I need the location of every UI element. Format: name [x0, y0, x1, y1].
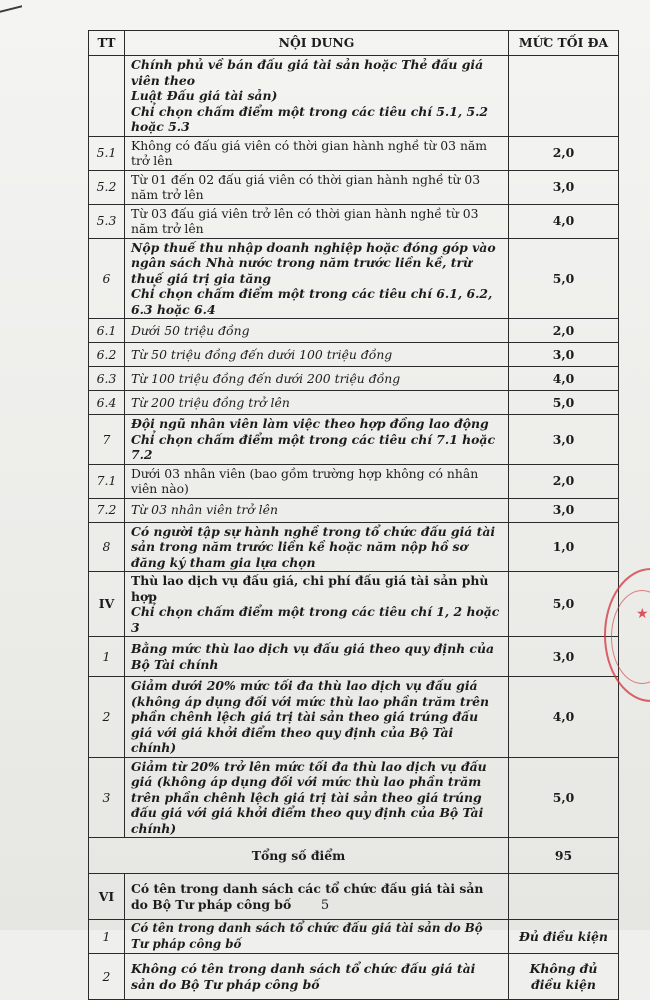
table-row	[89, 204, 619, 238]
row-content: Thù lao dịch vụ đấu giá, chi phí đấu giá tài sản phù hợp Chỉ chọn chấm điểm một trong các tiêu chí 1, 2 hoặc 3	[125, 572, 509, 637]
table-row	[89, 367, 619, 391]
row-content: Đội ngũ nhân viên làm việc theo hợp đồng lao động Chỉ chọn chấm điểm một trong các tiêu chí 7.1 hoặc 7.2	[125, 415, 509, 465]
row-tt: 6.4	[89, 391, 125, 415]
row-max: 2,0	[509, 136, 619, 170]
page-number: 5	[320, 898, 330, 913]
row-tt: IV	[89, 572, 125, 637]
row-tt: 7.1	[89, 464, 125, 498]
table-row	[89, 637, 619, 677]
row-max: Đủ điều kiện	[509, 920, 619, 954]
row-max: Không đủ điều kiện	[509, 954, 619, 1000]
row-max: 2,0	[509, 319, 619, 343]
table-row	[89, 56, 619, 137]
row-tt	[89, 56, 125, 137]
header-content: NỘI DUNG	[125, 31, 509, 56]
row-max: 4,0	[509, 204, 619, 238]
seal-star-icon: ★	[636, 606, 649, 622]
table-row	[89, 391, 619, 415]
total-value: 95	[509, 838, 619, 874]
row-max: 4,0	[509, 367, 619, 391]
table-row	[89, 498, 619, 522]
row-content: Từ 50 triệu đồng đến dưới 100 triệu đồng	[125, 343, 509, 367]
row-content: Từ 03 đấu giá viên trở lên có thời gian hành nghề từ 03 năm trở lên	[125, 204, 509, 238]
row-content: Có tên trong danh sách tổ chức đấu giá tài sản do Bộ Tư pháp công bố	[125, 920, 509, 954]
row-tt: 2	[89, 677, 125, 758]
row-max: 3,0	[509, 637, 619, 677]
row-content: Chính phủ về bán đấu giá tài sản hoặc Thẻ đấu giá viên theo Luật Đấu giá tài sản) Chỉ chọn chấm điểm một trong các tiêu chí 5.1, 5.2 hoặc 5.3	[125, 56, 509, 137]
header-max: MỨC TỐI ĐA	[509, 31, 619, 56]
table-row	[89, 757, 619, 838]
row-tt: 5.1	[89, 136, 125, 170]
total-row	[89, 838, 619, 874]
row-content: Có người tập sự hành nghề trong tổ chức đấu giá tài sản trong năm trước liền kề hoặc năm nộp hồ sơ đăng ký tham gia lựa chọn	[125, 522, 509, 572]
row-max: 1,0	[509, 522, 619, 572]
row-tt: 6	[89, 238, 125, 319]
row-content: Từ 01 đến 02 đấu giá viên có thời gian hành nghề từ 03 năm trở lên	[125, 170, 509, 204]
row-content: Bằng mức thù lao dịch vụ đấu giá theo quy định của Bộ Tài chính	[125, 637, 509, 677]
scoring-table	[88, 30, 619, 1000]
row-tt: 6.3	[89, 367, 125, 391]
row-tt: 6.1	[89, 319, 125, 343]
total-label: Tổng số điểm	[89, 838, 509, 874]
row-max: 3,0	[509, 343, 619, 367]
header-tt: TT	[89, 31, 125, 56]
table-row	[89, 572, 619, 637]
table-row	[89, 954, 619, 1000]
table-header	[89, 31, 619, 56]
row-tt: 7.2	[89, 498, 125, 522]
row-max: 3,0	[509, 498, 619, 522]
row-max: 4,0	[509, 677, 619, 758]
table-row	[89, 415, 619, 465]
row-content: Nộp thuế thu nhập doanh nghiệp hoặc đóng góp vào ngân sách Nhà nước trong năm trước liền kề, trừ thuế giá trị gia tăng Chỉ chọn chấm điểm một trong các tiêu chí 6.1, 6.2, 6.3 hoặc 6.4	[125, 238, 509, 319]
row-content: Từ 100 triệu đồng đến dưới 200 triệu đồng	[125, 367, 509, 391]
row-tt: 1	[89, 920, 125, 954]
row-content: Giảm từ 20% trở lên mức tối đa thù lao dịch vụ đấu giá (không áp dụng đối với mức thù lao phần trăm trên phần chênh lệch giá trị tài sản theo giá trúng đấu giá với giá khởi điểm theo quy định của Bộ Tài chính)	[125, 757, 509, 838]
row-content: Dưới 50 triệu đồng	[125, 319, 509, 343]
row-content: Giảm dưới 20% mức tối đa thù lao dịch vụ đấu giá (không áp dụng đối với mức thù lao phần trăm trên phần chênh lệch giá trị tài sản theo giá trúng đấu giá với giá khởi điểm theo quy định của Bộ Tài chính)	[125, 677, 509, 758]
row-tt: VI	[89, 874, 125, 920]
row-tt: 3	[89, 757, 125, 838]
row-content: Từ 03 nhân viên trở lên	[125, 498, 509, 522]
table-row	[89, 170, 619, 204]
row-max: 5,0	[509, 757, 619, 838]
table-row	[89, 343, 619, 367]
row-content: Không có đấu giá viên có thời gian hành nghề từ 03 năm trở lên	[125, 136, 509, 170]
table-row	[89, 238, 619, 319]
table-row	[89, 464, 619, 498]
row-tt: 7	[89, 415, 125, 465]
row-content: Có tên trong danh sách các tổ chức đấu giá tài sản do Bộ Tư pháp công bố	[125, 874, 509, 920]
row-tt: 5.2	[89, 170, 125, 204]
row-max: 3,0	[509, 415, 619, 465]
row-tt: 1	[89, 637, 125, 677]
row-content: Dưới 03 nhân viên (bao gồm trường hợp không có nhân viên nào)	[125, 464, 509, 498]
row-max: 2,0	[509, 464, 619, 498]
row-tt: 6.2	[89, 343, 125, 367]
table-row	[89, 522, 619, 572]
row-content: Không có tên trong danh sách tổ chức đấu giá tài sản do Bộ Tư pháp công bố	[125, 954, 509, 1000]
row-tt: 8	[89, 522, 125, 572]
row-tt: 5.3	[89, 204, 125, 238]
row-content: Từ 200 triệu đồng trở lên	[125, 391, 509, 415]
row-tt: 2	[89, 954, 125, 1000]
row-max: 3,0	[509, 170, 619, 204]
row-max: 5,0	[509, 238, 619, 319]
table-row	[89, 677, 619, 758]
table-row	[89, 319, 619, 343]
row-max: 5,0	[509, 572, 619, 637]
table-row	[89, 920, 619, 954]
row-max	[509, 56, 619, 137]
row-max: 5,0	[509, 391, 619, 415]
table-row	[89, 136, 619, 170]
